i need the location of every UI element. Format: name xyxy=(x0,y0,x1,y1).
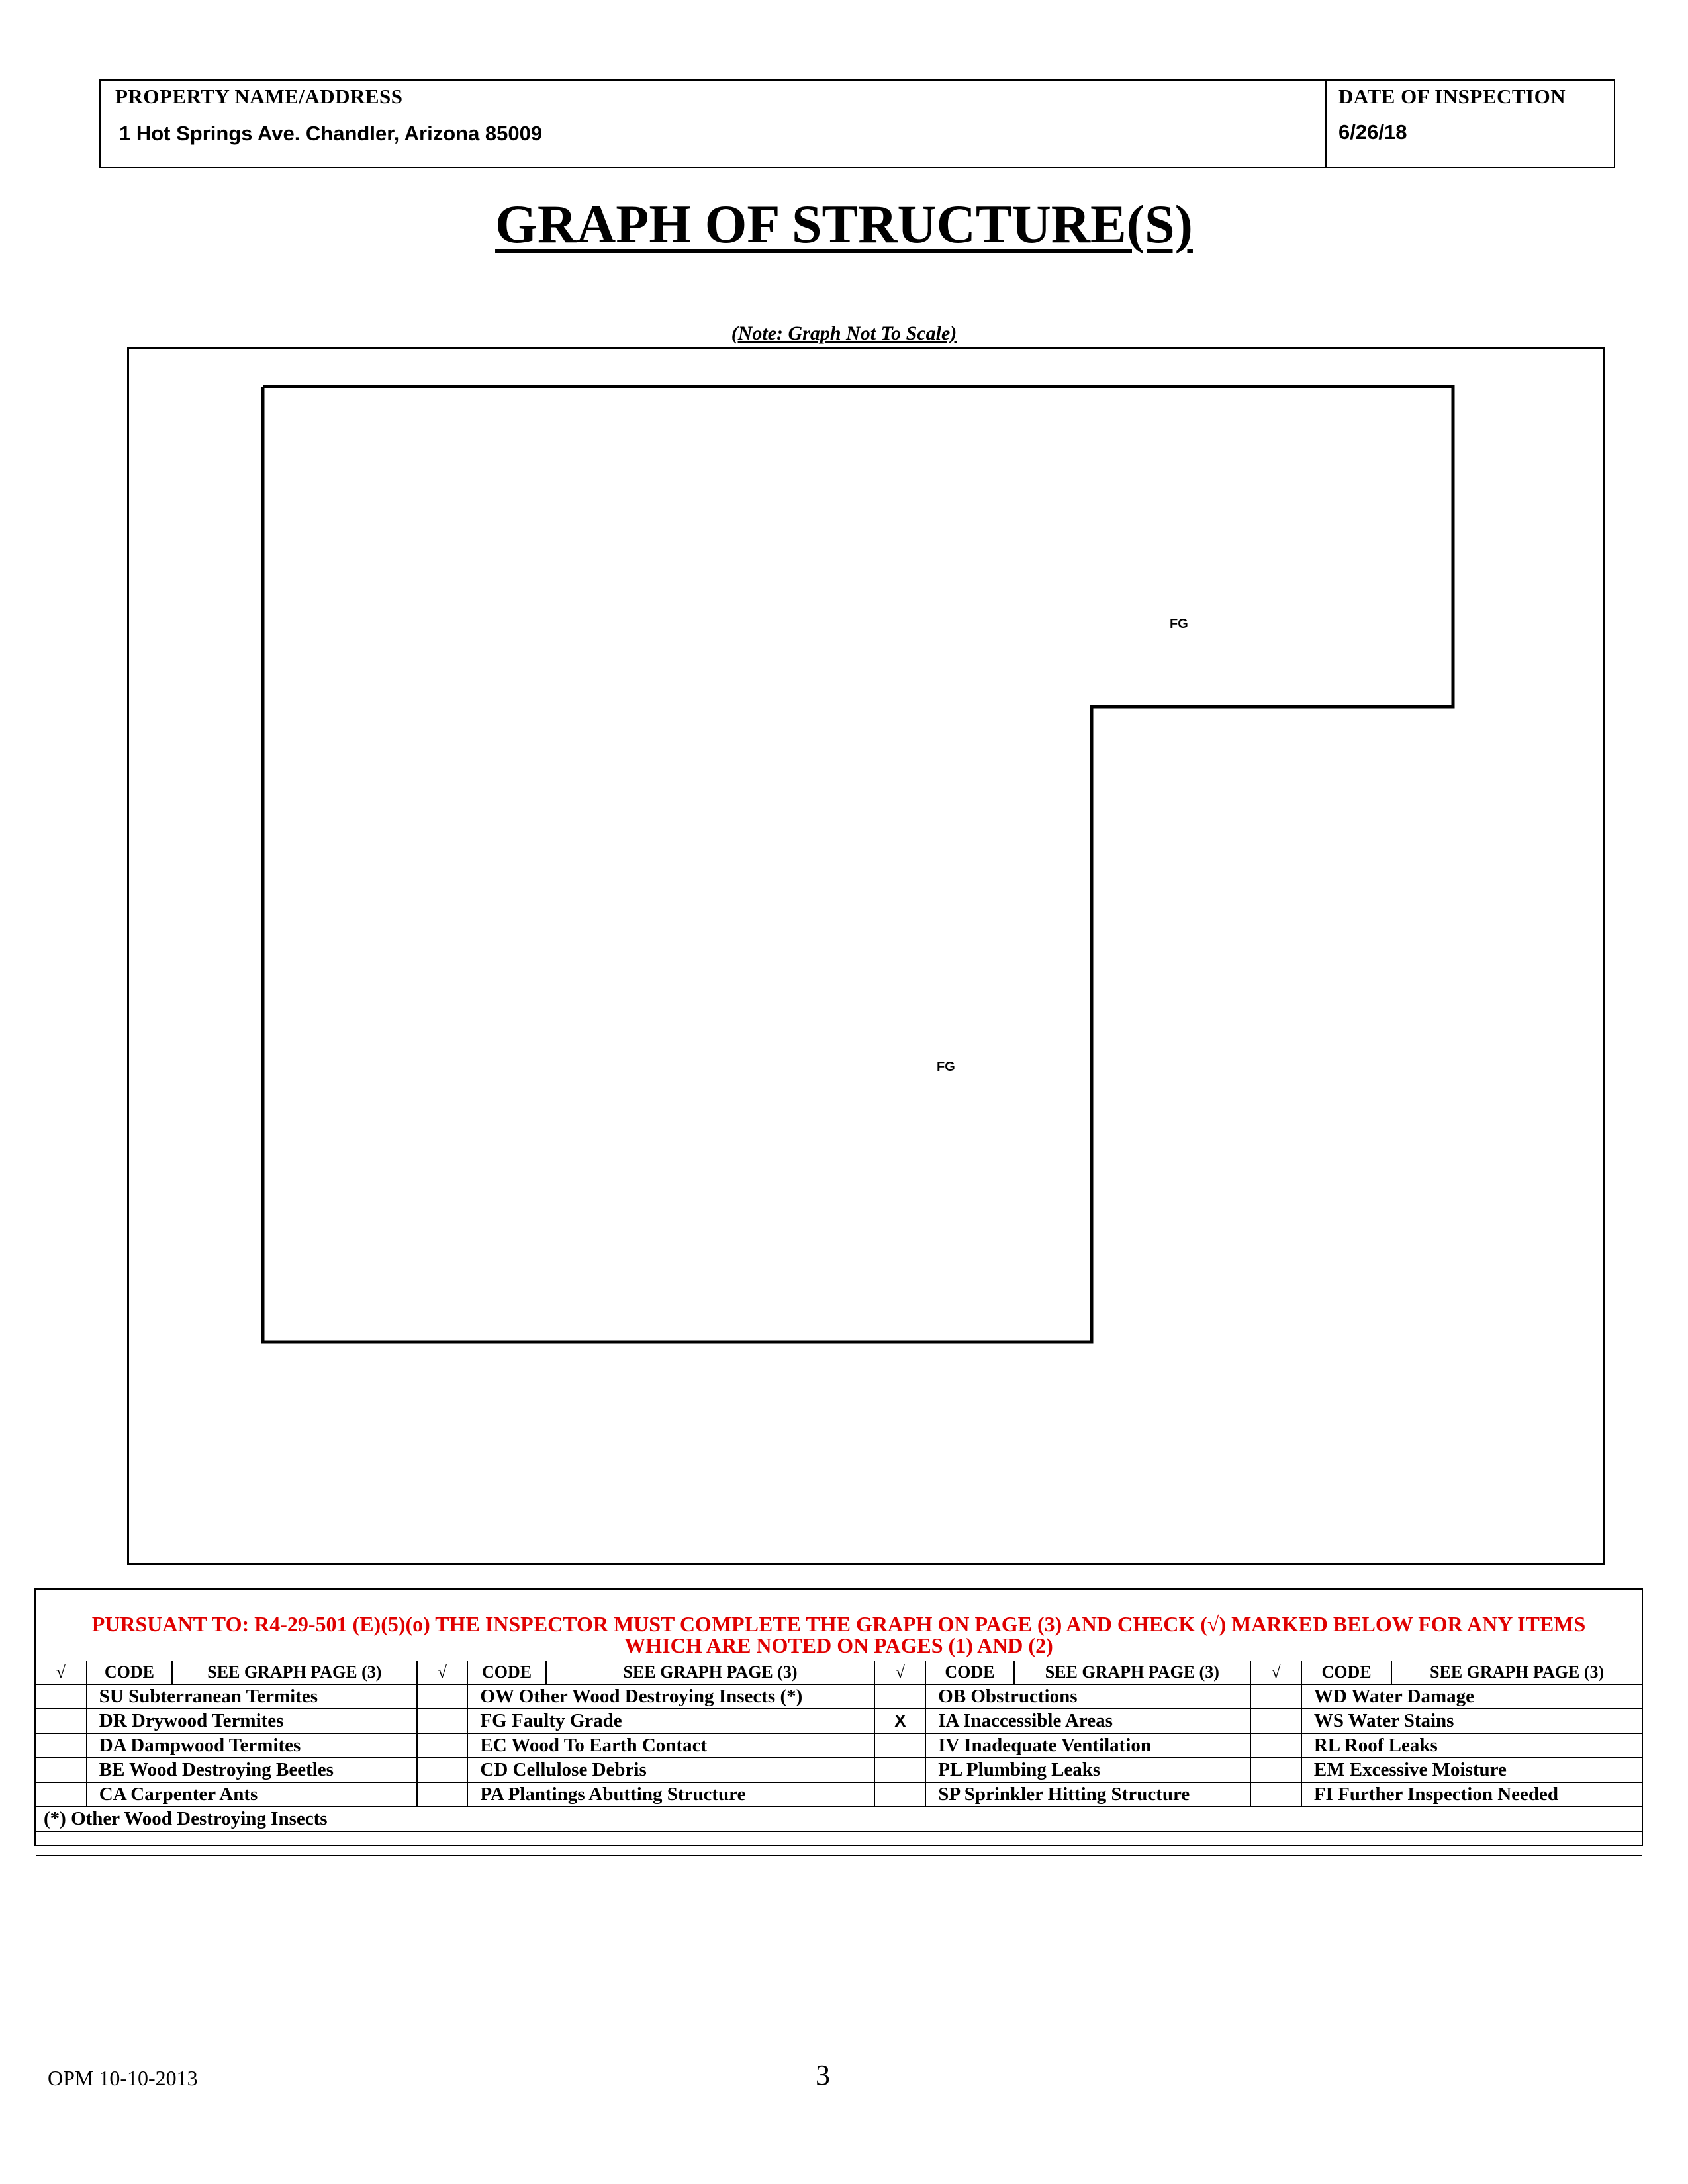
code-item: CA Carpenter Ants xyxy=(87,1782,417,1807)
see-graph-header: SEE GRAPH PAGE (3) xyxy=(546,1661,875,1684)
check-header: √ xyxy=(417,1661,468,1684)
page-number: 3 xyxy=(816,2059,830,2091)
blank-row xyxy=(36,1831,1642,1856)
check-cell[interactable] xyxy=(1250,1709,1301,1733)
footnote: (*) Other Wood Destroying Insects xyxy=(36,1807,1642,1831)
code-header: CODE xyxy=(467,1661,545,1684)
property-label: PROPERTY NAME/ADDRESS xyxy=(115,85,403,108)
code-item: EC Wood To Earth Contact xyxy=(467,1733,874,1758)
table-row xyxy=(36,1684,1642,1709)
table-row xyxy=(36,1709,1642,1733)
check-cell[interactable] xyxy=(417,1758,468,1782)
graph-label-fg-2: FG xyxy=(937,1060,955,1074)
see-graph-header: SEE GRAPH PAGE (3) xyxy=(1391,1661,1642,1684)
code-header: CODE xyxy=(87,1661,172,1684)
codes-section xyxy=(34,1588,1643,1846)
inspection-date: 6/26/18 xyxy=(1338,120,1407,144)
code-item: CD Cellulose Debris xyxy=(467,1758,874,1782)
code-item: FI Further Inspection Needed xyxy=(1301,1782,1642,1807)
structure-outline xyxy=(263,387,1453,1342)
code-item: EM Excessive Moisture xyxy=(1301,1758,1642,1782)
see-graph-header: SEE GRAPH PAGE (3) xyxy=(172,1661,417,1684)
date-label: DATE OF INSPECTION xyxy=(1338,85,1566,108)
table-row xyxy=(36,1758,1642,1782)
code-item: PA Plantings Abutting Structure xyxy=(467,1782,874,1807)
check-cell[interactable] xyxy=(874,1684,925,1709)
footnote-row xyxy=(36,1807,1642,1831)
code-item: BE Wood Destroying Beetles xyxy=(87,1758,417,1782)
form-id: OPM 10-10-2013 xyxy=(48,2066,198,2090)
check-header: √ xyxy=(36,1661,87,1684)
code-header: CODE xyxy=(925,1661,1013,1684)
code-header: CODE xyxy=(1301,1661,1391,1684)
check-cell[interactable] xyxy=(1250,1733,1301,1758)
scale-note: (Note: Graph Not To Scale) xyxy=(731,322,957,344)
check-cell[interactable] xyxy=(417,1684,468,1709)
check-cell[interactable] xyxy=(36,1782,87,1807)
check-cell[interactable] xyxy=(1250,1782,1301,1807)
code-item: SU Subterranean Termites xyxy=(87,1684,417,1709)
check-cell-marked[interactable]: X xyxy=(874,1709,925,1733)
code-item: SP Sprinkler Hitting Structure xyxy=(925,1782,1250,1807)
check-cell[interactable] xyxy=(874,1758,925,1782)
graph-label-fg-1: FG xyxy=(1170,617,1188,631)
code-item: PL Plumbing Leaks xyxy=(925,1758,1250,1782)
code-item: FG Faulty Grade xyxy=(467,1709,874,1733)
check-cell[interactable] xyxy=(1250,1684,1301,1709)
code-item: OB Obstructions xyxy=(925,1684,1250,1709)
check-cell[interactable] xyxy=(417,1782,468,1807)
check-header: √ xyxy=(874,1661,925,1684)
code-item: WD Water Damage xyxy=(1301,1684,1642,1709)
pursuant-line-2: WHICH ARE NOTED ON PAGES (1) AND (2) xyxy=(624,1633,1053,1657)
see-graph-header: SEE GRAPH PAGE (3) xyxy=(1014,1661,1251,1684)
graph-frame xyxy=(127,347,1605,1565)
table-row xyxy=(36,1733,1642,1758)
page-title: GRAPH OF STRUCTURE(S) xyxy=(495,194,1193,254)
check-cell[interactable] xyxy=(417,1709,468,1733)
check-cell[interactable] xyxy=(874,1782,925,1807)
check-cell[interactable] xyxy=(36,1684,87,1709)
check-cell[interactable] xyxy=(36,1733,87,1758)
code-item: OW Other Wood Destroying Insects (*) xyxy=(467,1684,874,1709)
code-item: IV Inadequate Ventilation xyxy=(925,1733,1250,1758)
code-item: DA Dampwood Termites xyxy=(87,1733,417,1758)
check-cell[interactable] xyxy=(36,1709,87,1733)
table-row xyxy=(36,1782,1642,1807)
code-item: IA Inaccessible Areas xyxy=(925,1709,1250,1733)
check-cell[interactable] xyxy=(417,1733,468,1758)
structure-graph xyxy=(129,349,1603,1563)
codes-table xyxy=(36,1661,1642,1856)
check-header: √ xyxy=(1250,1661,1301,1684)
codes-header-row xyxy=(36,1661,1642,1684)
code-item: WS Water Stains xyxy=(1301,1709,1642,1733)
property-header xyxy=(99,79,1615,168)
check-cell[interactable] xyxy=(36,1758,87,1782)
code-item: DR Drywood Termites xyxy=(87,1709,417,1733)
blank-cell xyxy=(36,1831,1642,1856)
check-cell[interactable] xyxy=(874,1733,925,1758)
code-item: RL Roof Leaks xyxy=(1301,1733,1642,1758)
pursuant-line-1: PURSUANT TO: R4-29-501 (E)(5)(o) THE INSPECTOR MUST COMPLETE THE GRAPH ON PAGE (3) AND CHECK (√) MARKED BELOW FOR ANY ITEMS xyxy=(91,1612,1586,1636)
header-divider xyxy=(1325,81,1327,167)
check-cell[interactable] xyxy=(1250,1758,1301,1782)
property-address: 1 Hot Springs Ave. Chandler, Arizona 85009 xyxy=(119,122,543,145)
